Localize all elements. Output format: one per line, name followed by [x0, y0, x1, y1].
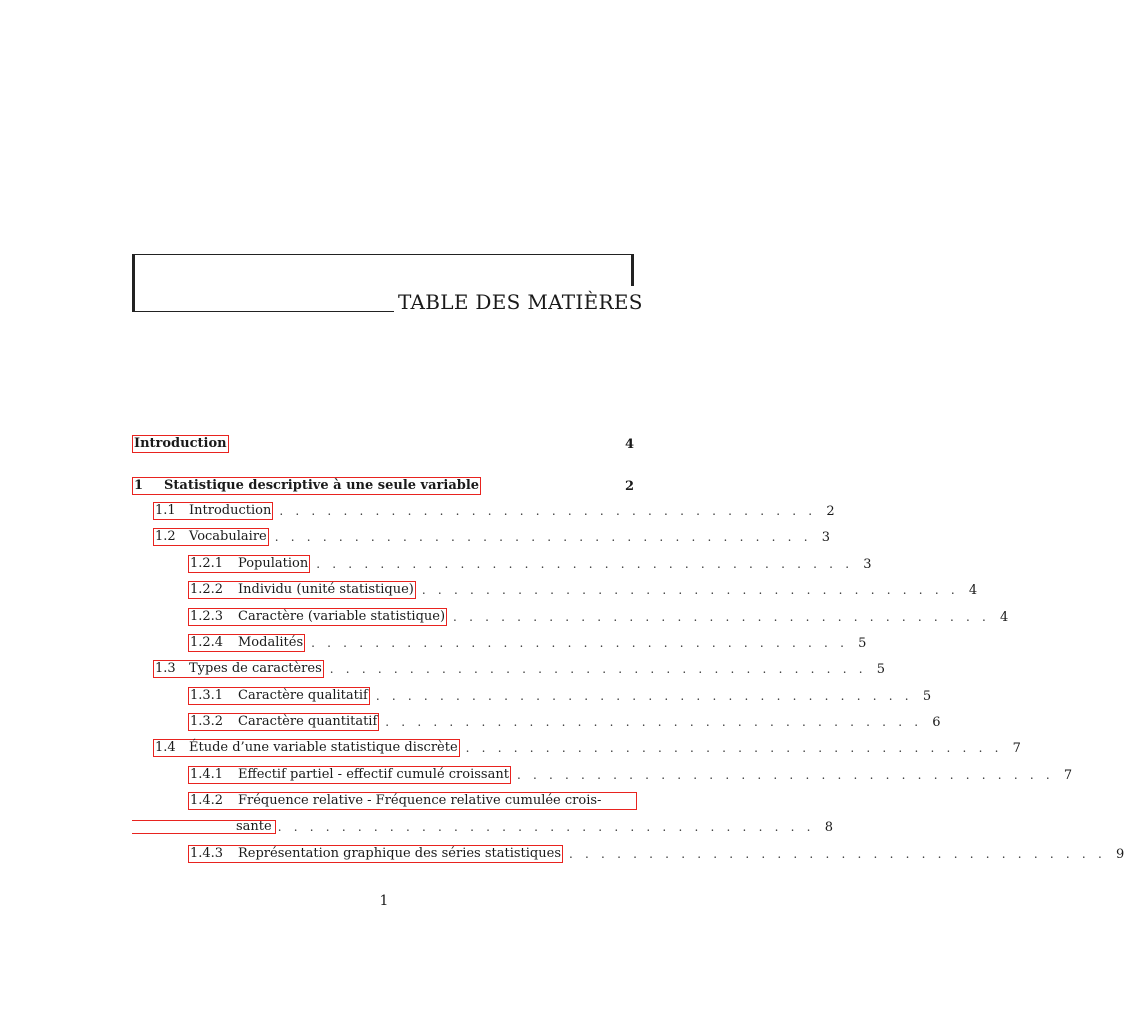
toc-entry-label: Introduction: [134, 436, 227, 451]
toc-leader-dots: . . . . . . . . . . . . . . . . . . . . . . . . . . . . . . . . . .: [311, 636, 849, 650]
toc-entry-label: Modalités: [238, 635, 304, 650]
toc-link[interactable]: [188, 766, 511, 784]
toc-entry-page: 5: [876, 661, 886, 677]
toc-entry-label: Représentation graphique des séries statistiques: [238, 846, 561, 861]
toc-entry-page: 8: [824, 819, 833, 835]
toc-entry-number: 1.1: [155, 503, 176, 518]
toc-leader-dots: . . . . . . . . . . . . . . . . . . . . . . . . . . . . . . . . . .: [421, 583, 959, 597]
toc-entry-label: Introduction: [189, 503, 272, 518]
toc-link[interactable]: [153, 528, 269, 546]
title-frame-bottom: [132, 311, 394, 312]
toc-leader-dots: . . . . . . . . . . . . . . . . . . . . . . . . . . . . . . . . . .: [569, 847, 1106, 861]
toc-entry-label: Vocabulaire: [189, 529, 267, 544]
toc-entry-1-4-2-cont[interactable]: [236, 816, 833, 838]
toc-entry-label: Caractère quantitatif: [238, 714, 378, 729]
toc-entry-number: 1: [134, 478, 144, 493]
toc-link[interactable]: [188, 634, 305, 652]
toc-entry-1-3-2[interactable]: [188, 711, 941, 733]
toc-entry-page: 9: [1115, 846, 1124, 862]
toc-entry-1-4-1[interactable]: [188, 764, 1073, 786]
title-frame-left: [132, 254, 135, 312]
toc-entry-label: Effectif partiel - effectif cumulé croissant: [238, 767, 509, 782]
toc-entry-number: 1.4.1: [190, 767, 224, 782]
toc-entry-number: 1.2.2: [190, 582, 224, 597]
toc-entry-number: 1.4.3: [190, 846, 224, 861]
toc-entry-page: 5: [922, 688, 932, 704]
toc-entry-1-3-1[interactable]: [188, 685, 932, 707]
toc-entry-number: 1.2.3: [190, 609, 224, 624]
toc-leader-dots: . . . . . . . . . . . . . . . . . . . . . . . . . . . . . . . . . .: [279, 504, 817, 518]
toc-entry-label: Types de caractères: [189, 661, 322, 676]
toc-entry-1-2[interactable]: [153, 526, 830, 548]
toc-leader-dots: . . . . . . . . . . . . . . . . . . . . . . . . . . . . . . . . . .: [274, 530, 812, 544]
toc-leader-dots: . . . . . . . . . . . . . . . . . . . . . . . . . . . . . . . . . .: [375, 689, 913, 703]
toc-leader-dots: . . . . . . . . . . . . . . . . . . . . . . . . . . . . . . . . . .: [277, 820, 815, 834]
toc-entry-1-2-2[interactable]: [188, 579, 978, 601]
toc-entry-number: 1.2.1: [190, 556, 224, 571]
toc-entry-page: 2: [826, 503, 835, 519]
page-number: 1: [379, 893, 389, 909]
toc-entry-label: Population: [238, 556, 309, 571]
toc-entry-label: Caractère qualitatif: [238, 688, 368, 703]
toc-entry-1-2-1[interactable]: [188, 553, 872, 575]
toc-entry-number: 1.3.2: [190, 714, 224, 729]
toc-entry-page: 4: [624, 436, 634, 452]
toc-entry-1-4-3[interactable]: [188, 843, 1124, 865]
toc-entry-page: 6: [932, 714, 941, 730]
toc-link[interactable]: [188, 608, 447, 626]
toc-entry-page: 7: [1063, 767, 1073, 783]
title-frame-right: [631, 254, 634, 286]
toc-leader-dots: . . . . . . . . . . . . . . . . . . . . . . . . . . . . . . . . . .: [453, 610, 991, 624]
toc-entry-page: 2: [624, 478, 634, 494]
toc-entry-label: Fréquence relative - Fréquence relative cumulée crois-: [238, 793, 602, 808]
toc-entry-page: 4: [968, 582, 978, 598]
toc-link[interactable]: [153, 660, 324, 678]
toc-entry-1-4[interactable]: [153, 737, 1021, 759]
toc-link[interactable]: [188, 581, 416, 599]
toc-entry-label: Étude d’une variable statistique discrète: [189, 740, 458, 755]
toc-entry-number: 1.4: [155, 740, 176, 755]
toc-entry-number: 1.4.2: [190, 793, 224, 808]
toc-entry-introduction[interactable]: [132, 433, 634, 455]
toc-leader-dots: . . . . . . . . . . . . . . . . . . . . . . . . . . . . . . . . . .: [385, 715, 923, 729]
toc-link[interactable]: [188, 687, 370, 705]
toc-title: TABLE DES MATIÈRES: [398, 290, 643, 314]
toc-leader-dots: . . . . . . . . . . . . . . . . . . . . . . . . . . . . . . . . . .: [465, 741, 1003, 755]
toc-entry-number: 1.3.1: [190, 688, 224, 703]
toc-entry-label-cont: sante: [236, 819, 272, 834]
toc-entry-1-2-4[interactable]: [188, 632, 867, 654]
toc-entry-label: Caractère (variable statistique): [238, 609, 446, 624]
toc-entry-1-1[interactable]: [153, 500, 835, 522]
title-frame-top: [132, 254, 634, 255]
toc-link[interactable]: [188, 555, 310, 573]
toc-link[interactable]: [188, 845, 563, 863]
toc-link[interactable]: [153, 502, 273, 520]
toc-entry-page: 7: [1012, 740, 1021, 756]
toc-leader-dots: . . . . . . . . . . . . . . . . . . . . . . . . . . . . . . . . . .: [329, 662, 867, 676]
toc-link[interactable]: [132, 435, 229, 453]
toc-entry-1-3[interactable]: [153, 658, 886, 680]
toc-entry-label: Statistique descriptive à une seule variable: [164, 478, 480, 493]
toc-entry-page: 4: [1000, 609, 1009, 625]
toc-entry-number: 1.2.4: [190, 635, 224, 650]
toc-entry-1-4-2[interactable]: [188, 790, 637, 812]
toc-entry-1-2-3[interactable]: [188, 606, 1009, 628]
toc-leader-dots: . . . . . . . . . . . . . . . . . . . . . . . . . . . . . . . . . .: [516, 768, 1054, 782]
toc-entry-chapter-1[interactable]: [132, 475, 634, 497]
toc-entry-page: 5: [858, 635, 867, 651]
toc-entry-page: 3: [863, 556, 872, 572]
toc-entry-number: 1.2: [155, 529, 176, 544]
toc-link[interactable]: [188, 713, 379, 731]
toc-leader-dots: . . . . . . . . . . . . . . . . . . . . . . . . . . . . . . . . . .: [316, 557, 854, 571]
toc-entry-number: 1.3: [155, 661, 176, 676]
toc-entry-label: Individu (unité statistique): [238, 582, 414, 597]
toc-entry-page: 3: [821, 529, 830, 545]
toc-link[interactable]: [188, 792, 637, 810]
toc-link[interactable]: [153, 739, 460, 757]
toc-link[interactable]: [132, 477, 481, 495]
